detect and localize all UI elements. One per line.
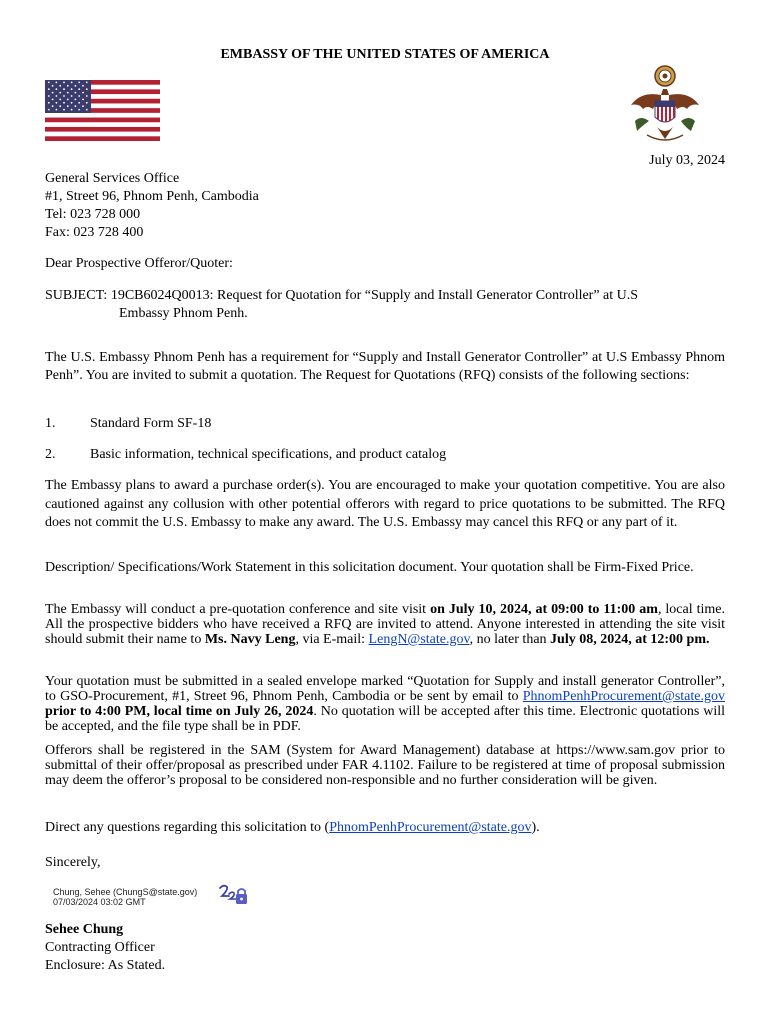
address-line: General Services Office <box>45 171 180 186</box>
sections-list-2 <box>45 446 725 464</box>
text: The Embassy will conduct a pre-quotation conference and site visit <box>45 602 431 617</box>
signer-title: Contracting Officer <box>45 940 155 955</box>
address-fax: Fax: 023 728 400 <box>45 225 144 240</box>
list-item <box>45 415 725 433</box>
list-number: 1. <box>45 416 56 431</box>
conference-paragraph <box>45 602 725 647</box>
subject-line <box>45 287 725 323</box>
submission-paragraph <box>45 674 725 734</box>
salutation: Dear Prospective Offeror/Quoter: <box>45 256 233 271</box>
deadline-date: July 08, 2024, at 12:00 pm. <box>550 632 710 647</box>
submission-deadline: prior to 4:00 PM, local time on July 26, 2024 <box>45 704 314 719</box>
list-text: Basic information, technical specifications, and product catalog <box>90 447 447 462</box>
subject-text-continued: Embassy Phnom Penh. <box>119 306 248 321</box>
award-paragraph: The Embassy plans to award a purchase order(s). You are encouraged to make your quotation competitive. You are also cautioned against any collusion with other potential offerors with regard to price quotations to be submitted. The RFQ does not commit the U.S. Embassy to make any award. The U.S. Embassy may cancel this RFQ or any part of it. <box>45 478 725 530</box>
digital-signature <box>53 887 197 907</box>
signature-signer: Chung, Sehee (ChungS@state.gov) <box>53 887 198 897</box>
list-item <box>45 446 725 464</box>
list-number: 2. <box>45 447 56 462</box>
contact-name: Ms. Navy Leng <box>204 632 296 647</box>
signer-block <box>45 921 725 975</box>
text: ). <box>531 820 540 835</box>
text: , via E-mail: <box>295 632 369 647</box>
subject-text: SUBJECT: 19CB6024Q0013: Request for Quotation for “Supply and Install Generator Controller” at U.S <box>45 288 639 303</box>
conference-date: on July 10, 2024, at 09:00 to 11:00 am <box>430 602 658 617</box>
text: Direct any questions regarding this solicitation to ( <box>45 820 330 835</box>
address-tel: Tel: 023 728 000 <box>45 207 141 222</box>
page-title: EMBASSY OF THE UNITED STATES OF AMERICA <box>220 47 550 62</box>
questions-paragraph <box>45 819 725 837</box>
signature-timestamp: 07/03/2024 03:02 GMT <box>53 897 146 907</box>
email-link[interactable]: PhnomPenhProcurement@state.gov <box>329 820 532 835</box>
sections-list <box>45 415 725 433</box>
description-paragraph: Description/ Specifications/Work Statement in this solicitation document. Your quotation shall be Firm-Fixed Price. <box>45 560 694 575</box>
enclosure-note: Enclosure: As Stated. <box>45 958 166 973</box>
text: , local time. All the prospective bidders who have received a RFQ are invited to attend. Anyone interested in attending the site visit should submit their name to <box>45 602 725 647</box>
signer-name: Sehee Chung <box>45 922 124 937</box>
intro-paragraph: The U.S. Embassy Phnom Penh has a requirement for “Supply and Install Generator Controller” at U.S Embassy Phnom Penh”. You are invited to submit a quotation. The Request for Quotations (RFQ) consists of the following sections: <box>45 350 725 383</box>
letter-date: July 03, 2024 <box>649 153 725 168</box>
closing: Sincerely, <box>45 855 101 870</box>
digital-signature-icon[interactable] <box>218 882 250 906</box>
text: , no later than <box>469 632 551 647</box>
text: Your quotation must be submitted in a sealed envelope marked “Quotation for Supply and install generator Controller”, to GSO-Procurement, #1, Street 96, Phnom Penh, Cambodia or be sent by email to <box>45 674 725 704</box>
sender-address <box>45 170 725 242</box>
text: . No quotation will be accepted after this time. Electronic quotations will be accepted, and the file type shall be in PDF. <box>45 704 725 734</box>
email-link[interactable]: PhnomPenhProcurement@state.gov <box>522 689 725 704</box>
address-line: #1, Street 96, Phnom Penh, Cambodia <box>45 189 259 204</box>
list-text: Standard Form SF-18 <box>90 416 212 431</box>
us-flag-icon <box>45 80 160 141</box>
sam-paragraph: Offerors shall be registered in the SAM (System for Award Management) database at https://www.sam.gov prior to submittal of their offer/proposal as prescribed under FAR 4.1102. Failure to be registered at time of proposal submission may deem the offeror’s proposal to be considered non-responsible and no further consideration will be given. <box>45 743 725 788</box>
great-seal-icon <box>627 65 703 147</box>
email-link[interactable]: LengN@state.gov <box>368 632 470 647</box>
